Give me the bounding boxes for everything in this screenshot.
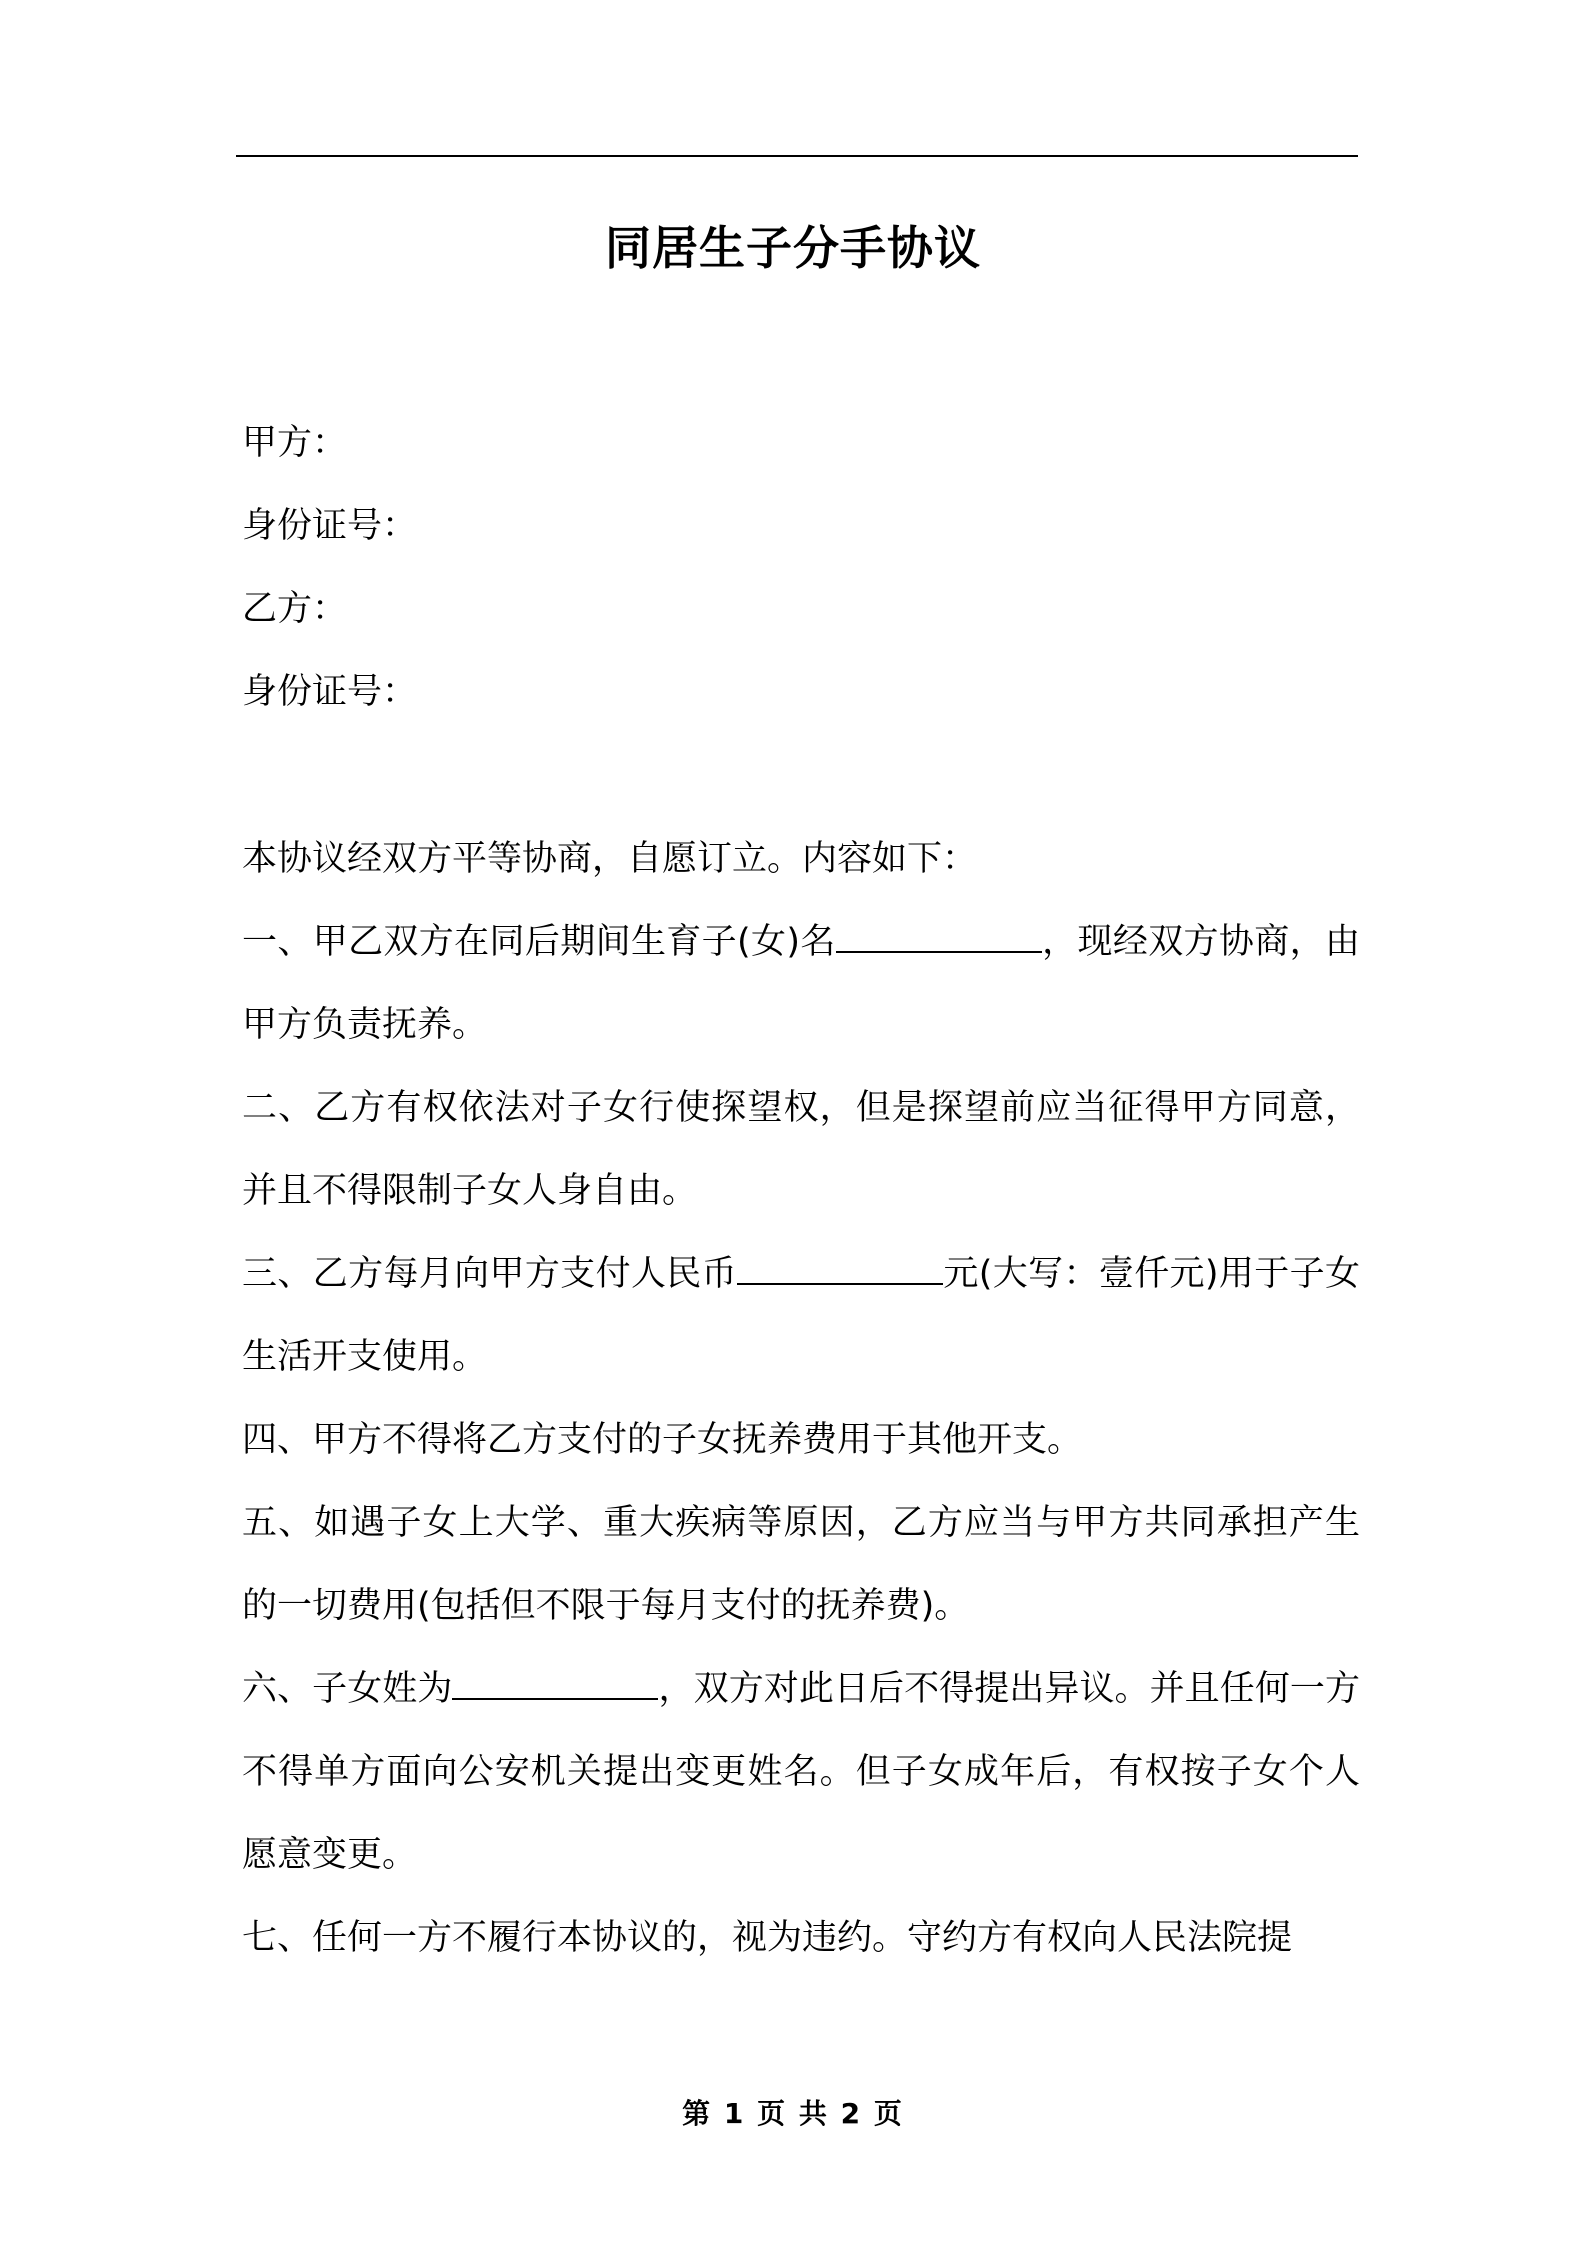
- child-name-blank: [836, 921, 1042, 953]
- party-a-field: 甲方：: [242, 423, 348, 463]
- agreement-body: [242, 818, 1360, 1980]
- page-number-footer: 第 1 页 共 2 页: [682, 2097, 904, 2130]
- clause-6-text-before: 六、子女姓为: [242, 1669, 453, 1709]
- clause-2: 二、乙方有权依法对子女行使探望权，但是探望前应当征得甲方同意，并且不得限制子女人身自由。: [242, 1088, 1360, 1211]
- clause-3-text-after: 元(大写：壹仟元)用于子女生活开支使用。: [242, 1254, 1360, 1377]
- surname-blank: [452, 1668, 658, 1700]
- party-a-id-field: 身份证号：: [242, 506, 418, 546]
- party-b-field: 乙方：: [242, 589, 348, 629]
- clause-3: [242, 1233, 1360, 1399]
- document-title: 同居生子分手协议: [605, 221, 981, 275]
- clause-4: 四、甲方不得将乙方支付的子女抚养费用于其他开支。: [242, 1420, 1083, 1460]
- clause-1: [242, 901, 1360, 1067]
- clause-5: 五、如遇子女上大学、重大疾病等原因，乙方应当与甲方共同承担产生的一切费用(包括但不限于每月支付的抚养费)。: [242, 1503, 1360, 1626]
- clause-6: [242, 1648, 1360, 1897]
- clause-7: 七、任何一方不履行本协议的，视为违约。守约方有权向人民法院提: [242, 1918, 1293, 1958]
- header-rule: [236, 155, 1358, 157]
- clause-1-text-after: ，现经双方协商，由甲方负责抚养。: [242, 922, 1360, 1045]
- intro-paragraph: 本协议经双方平等协商，自愿订立。内容如下：: [242, 839, 978, 879]
- party-fields: [242, 402, 1352, 734]
- clause-1-text-before: 一、甲乙双方在同后期间生育子(女)名: [242, 922, 836, 962]
- amount-blank: [737, 1253, 943, 1285]
- clause-6-text-after: ，双方对此日后不得提出异议。并且任何一方不得单方面向公安机关提出变更姓名。但子女成年后，有权按子女个人愿意变更。: [242, 1669, 1360, 1875]
- clause-3-text-before: 三、乙方每月向甲方支付人民币: [242, 1254, 738, 1294]
- party-b-id-field: 身份证号：: [242, 672, 418, 712]
